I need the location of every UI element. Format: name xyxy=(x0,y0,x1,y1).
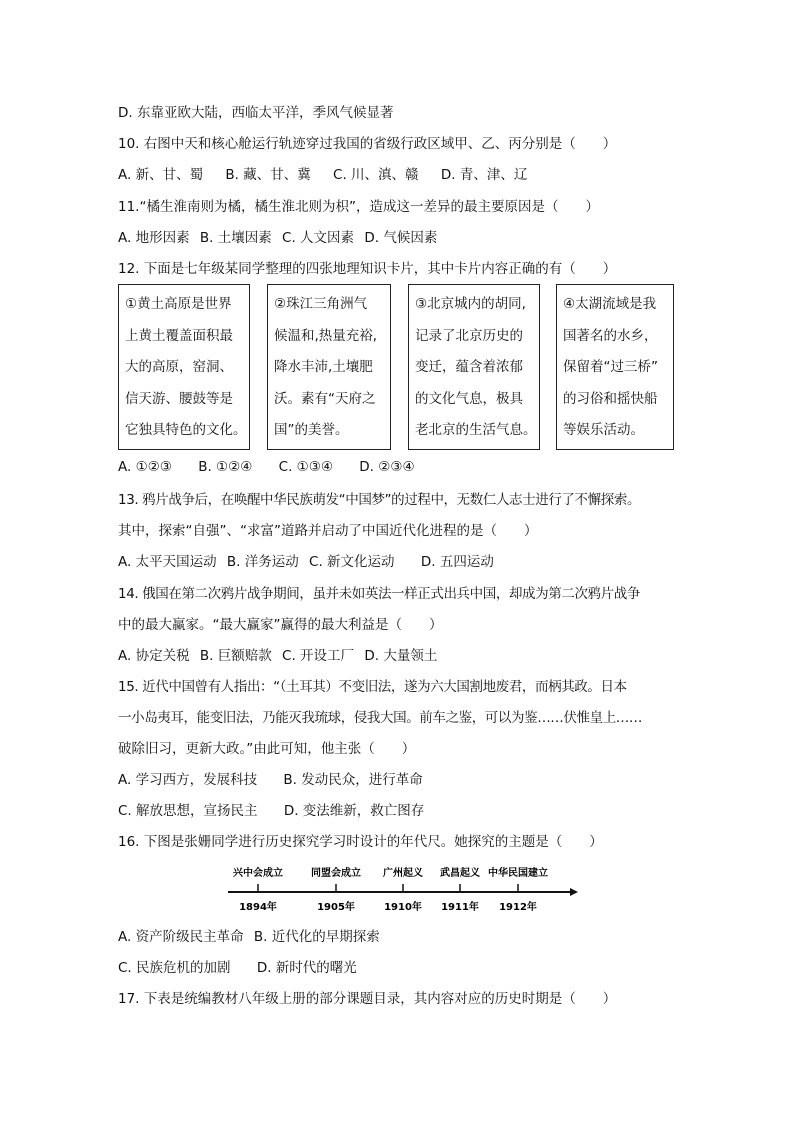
q12-option-a: A. ①②③ xyxy=(118,459,172,475)
timeline-event-label: 同盟会成立 xyxy=(311,868,361,879)
timeline-year-label: 1905年 xyxy=(317,902,355,913)
card-line: 信天游、腰鼓等是 xyxy=(125,390,233,407)
q10-option-d: D. 青、津、辽 xyxy=(440,167,528,183)
q9-option-d: D. 东靠亚欧大陆，西临太平洋，季风气候显著 xyxy=(118,105,394,121)
q10-option-c: C. 川、滇、赣 xyxy=(333,167,419,183)
q10-options xyxy=(118,165,545,185)
timeline-year-label: 1910年 xyxy=(384,902,422,913)
q11-stem: 11.“橘生淮南则为橘，橘生淮北则为枳”，造成这一差异的最主要原因是（ ） xyxy=(118,199,599,215)
q11-option-c: C. 人文因素 xyxy=(282,230,355,246)
timeline-year-label: 1894年 xyxy=(239,902,277,913)
q15-options-cd xyxy=(118,801,424,821)
q15-option-d: D. 变法维新，救亡图存 xyxy=(283,803,425,819)
q15-stem-line3: 破除旧习，更新大政。”由此可知，他主张（ ） xyxy=(118,741,416,757)
q16-options-cd xyxy=(118,958,357,978)
card-line: 候温和,热量充裕, xyxy=(274,327,378,344)
q12-option-d: D. ②③④ xyxy=(359,459,415,475)
q13-options xyxy=(118,552,494,572)
card-line: 沃。素有“天府之 xyxy=(274,390,376,407)
q10-option-b: B. 藏、甘、冀 xyxy=(225,167,311,183)
q14-option-a: A. 协定关税 xyxy=(118,648,190,664)
q13-option-b: B. 洋务运动 xyxy=(226,554,299,570)
timeline-ruler xyxy=(228,860,578,920)
q13-option-c: C. 新文化运动 xyxy=(309,554,395,570)
q16-option-c: C. 民族危机的加剧 xyxy=(118,960,231,976)
q11-option-d: D. 气候因素 xyxy=(364,230,438,246)
timeline-event-label: 中华民国建立 xyxy=(488,868,548,879)
q17-stem: 17. 下表是统编教材八年级上册的部分课题目录，其内容对应的历史时期是（ ） xyxy=(118,991,617,1007)
q16-options-ab xyxy=(118,927,380,947)
q12-option-c: C. ①③④ xyxy=(278,459,333,475)
knowledge-card-2 xyxy=(267,284,391,450)
q13-stem-line1: 13. 鸦片战争后，在唤醒中华民族萌发“中国梦”的过程中，无数仁人志士进行了不懈探索。 xyxy=(118,492,641,508)
q12-stem: 12. 下面是七年级某同学整理的四张地理知识卡片，其中卡片内容正确的有（ ） xyxy=(118,261,617,277)
card-line: ④太湖流域是我 xyxy=(563,296,657,312)
q14-option-d: D. 大量领土 xyxy=(364,648,438,664)
q15-stem-line1: 15. 近代中国曾有人指出：“（土耳其）不变旧法，遂为六大国割地废君，而柄其政。日本 xyxy=(118,679,627,695)
q15-option-a: A. 学习西方，发展科技 xyxy=(118,772,258,788)
q16-option-b: B. 近代化的早期探索 xyxy=(253,929,380,945)
q14-stem-line2: 中的最大赢家。“最大赢家”赢得的最大利益是（ ） xyxy=(118,617,443,633)
card-line: 变迁，蕴含着浓郁 xyxy=(415,359,523,375)
timeline-year-label: 1911年 xyxy=(441,902,479,913)
q14-stem-line1: 14. 俄国在第二次鸦片战争期间，虽并未如英法一样正式出兵中国，却成为第二次鸦片战争 xyxy=(118,586,640,602)
card-line: 的习俗和摇快船 xyxy=(563,390,658,407)
q15-option-c: C. 解放思想，宣扬民主 xyxy=(118,803,258,819)
q10-option-a: A. 新、甘、蜀 xyxy=(118,167,204,183)
card-line: 上黄土覆盖面积最 xyxy=(125,327,233,344)
q15-stem-line2: 一小岛夷耳，能变旧法，乃能灭我琉球，侵我大国。前车之鉴，可以为鉴……伏惟皇上…… xyxy=(118,710,642,726)
card-line: 等娱乐活动。 xyxy=(563,422,644,438)
q13-option-a: A. 太平天国运动 xyxy=(118,554,217,570)
knowledge-card-1 xyxy=(118,284,250,450)
card-line: 国”的美誉。 xyxy=(274,422,349,438)
q11-option-b: B. 土壤因素 xyxy=(199,230,272,246)
timeline-event-label: 武昌起义 xyxy=(440,868,480,879)
timeline-year-label: 1912年 xyxy=(499,902,537,913)
card-line: ②珠江三角洲气 xyxy=(274,296,368,312)
card-line: 它独具特色的文化。 xyxy=(125,422,247,438)
card-line: 降水丰沛,土壤肥 xyxy=(274,359,373,375)
q15-option-b: B. 发动民众，进行革命 xyxy=(283,772,423,788)
q13-stem-line2: 其中，探索“自强”、“求富”道路并启动了中国近代化进程的是（ ） xyxy=(118,523,538,539)
timeline-arrow xyxy=(570,888,578,896)
q14-options xyxy=(118,646,437,666)
q10-stem: 10. 右图中天和核心舱运行轨迹穿过我国的省级行政区域甲、乙、丙分别是（ ） xyxy=(118,136,617,152)
card-line: 大的高原，窑洞、 xyxy=(125,359,233,375)
card-line: 记录了北京历史的 xyxy=(415,327,523,344)
q15-options-ab xyxy=(118,770,423,790)
timeline-event-label: 兴中会成立 xyxy=(233,868,283,879)
q16-option-a: A. 资产阶级民主革命 xyxy=(118,929,244,945)
timeline-event-label: 广州起义 xyxy=(383,868,423,879)
card-line: 国著名的水乡， xyxy=(563,327,658,344)
q11-options xyxy=(118,228,437,248)
q12-option-b: B. ①②④ xyxy=(198,459,253,475)
knowledge-card-4 xyxy=(556,284,674,450)
card-line: 老北京的生活气息。 xyxy=(415,422,537,438)
q16-option-d: D. 新时代的曙光 xyxy=(256,960,357,976)
card-line: ①黄土高原是世界 xyxy=(125,296,232,312)
knowledge-card-3 xyxy=(408,284,540,450)
q13-option-d: D. 五四运动 xyxy=(420,554,494,570)
q14-option-b: B. 巨额赔款 xyxy=(199,648,272,664)
q14-option-c: C. 开设工厂 xyxy=(282,648,355,664)
q11-option-a: A. 地形因素 xyxy=(118,230,190,246)
q16-stem: 16. 下图是张姗同学进行历史探究学习时设计的年代尺。她探究的主题是（ ） xyxy=(118,834,603,850)
card-line: 的文化气息，极具 xyxy=(415,390,523,407)
card-line: ③北京城内的胡同, xyxy=(415,296,526,312)
card-line: 保留着“过三桥” xyxy=(563,359,658,375)
q12-options xyxy=(118,457,415,477)
